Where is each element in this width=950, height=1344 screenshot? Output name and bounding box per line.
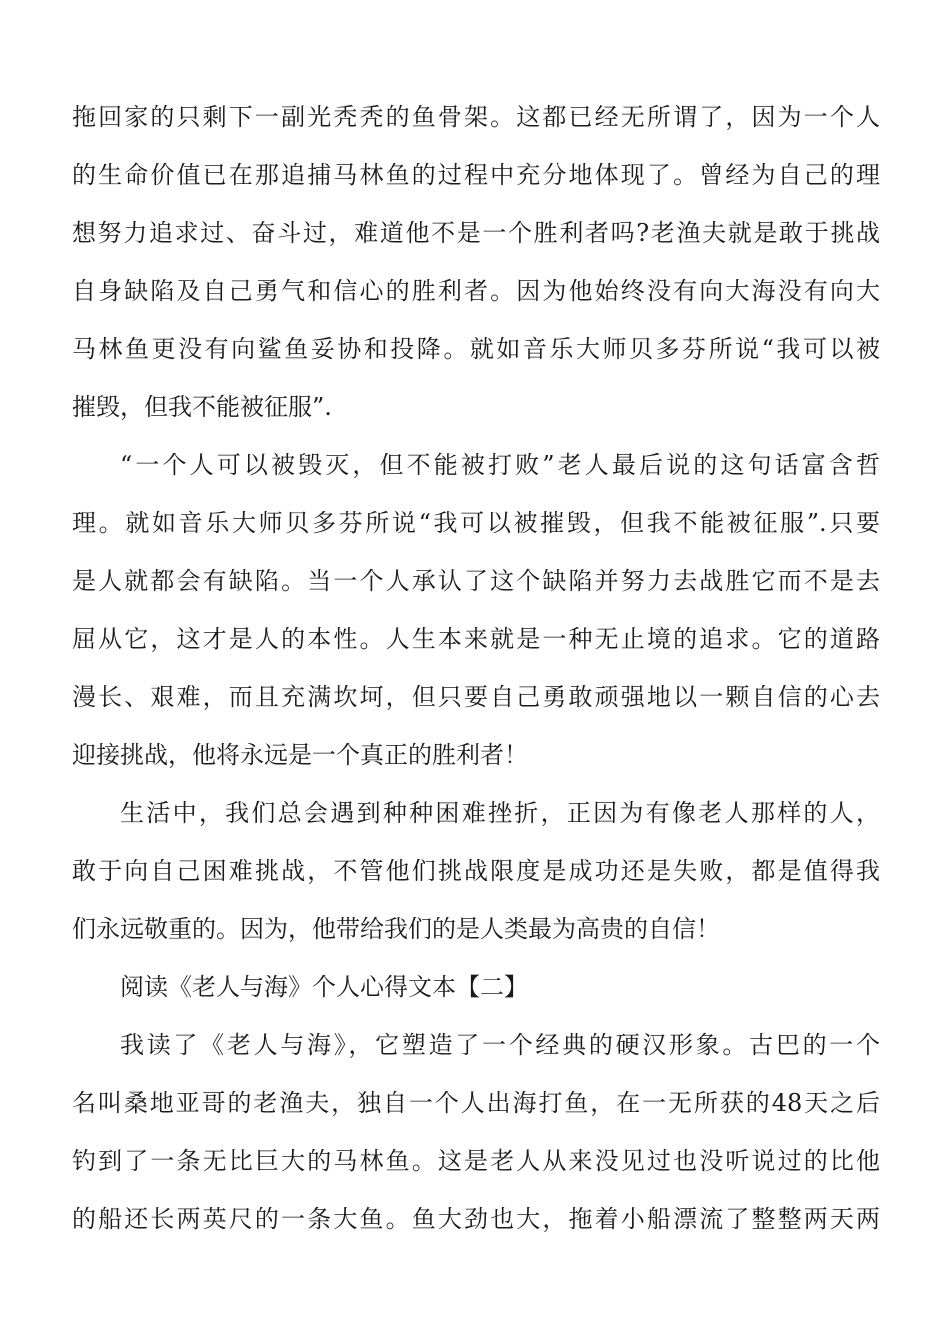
document-page (72, 88, 880, 1248)
text-line: 自身缺陷及自己勇气和信心的胜利者。因为他始终没有向大海没有向大 (72, 277, 880, 305)
text-line: 的生命价值已在那追捕马林鱼的过程中充分地体现了。曾经为自己的理 (72, 161, 880, 189)
text-line: 们永远敬重的。因为，他带给我们的是人类最为高贵的自信！ (72, 915, 720, 943)
text-line: 想努力追求过、奋斗过，难道他不是一个胜利者吗?老渔夫就是敢于挑战 (72, 219, 880, 247)
text-line: 钓到了一条无比巨大的马林鱼。这是老人从来没见过也没听说过的比他 (72, 1147, 880, 1175)
text-line: 漫长、艰难，而且充满坎坷，但只要自己勇敢顽强地以一颗自信的心去 (72, 683, 880, 711)
text-line: 敢于向自己困难挑战，不管他们挑战限度是成功还是失败，都是值得我 (72, 857, 880, 885)
text-line: “一个人可以被毁灭，但不能被打败”老人最后说的这句话富含哲 (120, 451, 880, 479)
text-line: 理。就如音乐大师贝多芬所说“我可以被摧毁，但我不能被征服”.只要 (72, 509, 880, 537)
text-line: 的船还长两英尺的一条大鱼。鱼大劲也大，拖着小船漂流了整整两天两 (72, 1205, 880, 1233)
text-line: 名叫桑地亚哥的老渔夫，独自一个人出海打鱼，在一无所获的48天之后 (72, 1089, 880, 1117)
text-line: 我读了《老人与海》，它塑造了一个经典的硬汉形象。古巴的一个 (120, 1031, 880, 1059)
text-line: 迎接挑战，他将永远是一个真正的胜利者！ (72, 741, 528, 769)
text-line: 马林鱼更没有向鲨鱼妥协和投降。就如音乐大师贝多芬所说“我可以被 (72, 335, 880, 363)
text-line: 摧毁，但我不能被征服”. (72, 393, 332, 421)
text-line: 生活中，我们总会遇到种种困难挫折，正因为有像老人那样的人， (120, 799, 880, 827)
section-heading: 阅读《老人与海》个人心得文本【二】 (120, 973, 528, 1001)
text-line: 屈从它，这才是人的本性。人生本来就是一种无止境的追求。它的道路 (72, 625, 880, 653)
text-line: 拖回家的只剩下一副光秃秃的鱼骨架。这都已经无所谓了，因为一个人 (72, 103, 880, 131)
text-line: 是人就都会有缺陷。当一个人承认了这个缺陷并努力去战胜它而不是去 (72, 567, 880, 595)
